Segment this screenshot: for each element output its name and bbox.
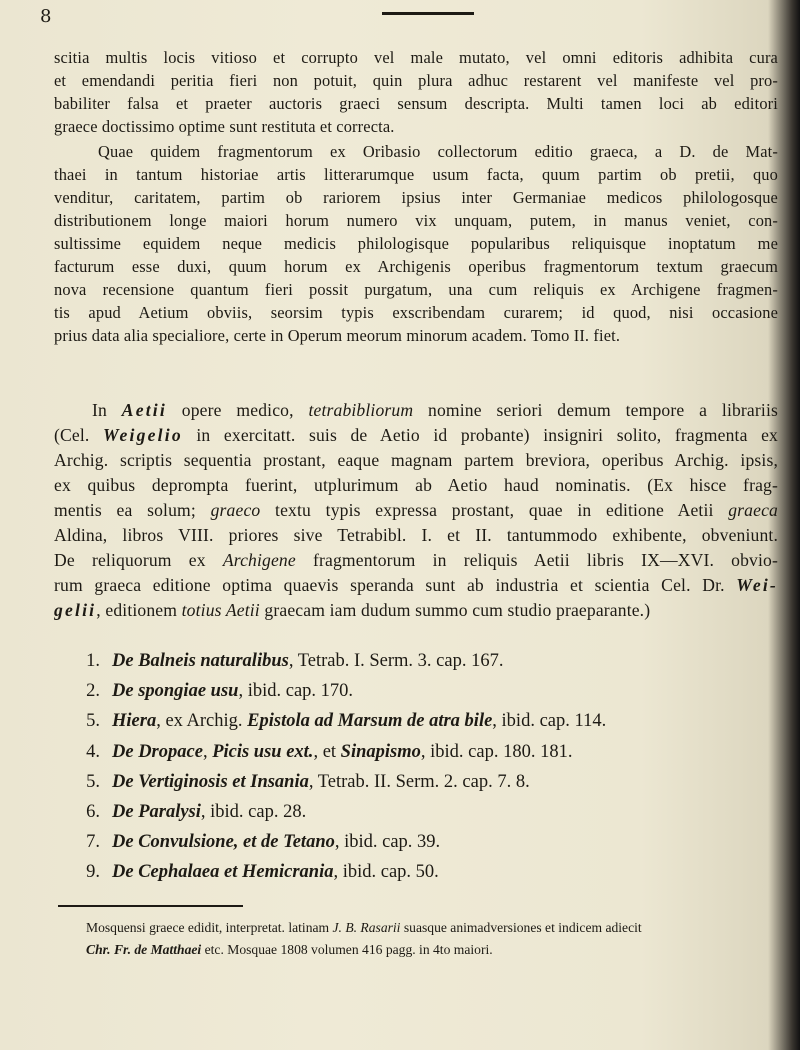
quae-paragraph xyxy=(54,140,778,347)
list-item xyxy=(62,737,762,767)
text-line: venditur, caritatem, partim ob rariorem ipsius inter Germaniae medicos philologosque xyxy=(54,188,778,207)
author-name: Aetii xyxy=(121,400,167,420)
text-line xyxy=(54,573,778,598)
fragment-reference: , ibid. cap. 114. xyxy=(492,711,607,732)
footnote-line xyxy=(86,939,786,961)
intro-paragraph xyxy=(54,46,778,138)
footnote-rule xyxy=(58,905,243,907)
text-run: textu typis expressa prostant, quae in editione Aetii xyxy=(260,500,729,520)
list-item xyxy=(62,827,762,857)
italic-term: Archigene xyxy=(222,550,296,570)
list-number: 1. xyxy=(86,651,100,671)
italic-term: graeco xyxy=(210,500,261,520)
fragment-reference: , Tetrab. II. Serm. 2. cap. 7. 8. xyxy=(308,771,530,792)
text-run: De reliquorum ex xyxy=(54,550,223,570)
list-number: 5. xyxy=(86,711,100,732)
text-line: nova recensione quantum fieri possit purgatum, una cum reliquis ex Archigene fragmen- xyxy=(54,280,778,299)
fragment-reference: , ibid. cap. 180. 181. xyxy=(420,741,573,762)
aetii-paragraph xyxy=(54,398,778,623)
fragment-reference: , xyxy=(202,741,213,762)
fragment-reference: , Tetrab. I. Serm. 3. cap. 167. xyxy=(288,651,504,671)
list-number: 7. xyxy=(86,832,100,853)
author-name: Weigelio xyxy=(103,425,183,445)
text-run: opere medico, xyxy=(166,400,309,420)
list-item xyxy=(62,857,762,887)
fragment-title: De Paralysi xyxy=(112,802,201,823)
text-run: graecam iam dudum summo cum studio praeparante.) xyxy=(259,600,651,620)
text-line: distributionem longe maiori horum numero vix unquam, putem, in manus veniet, con- xyxy=(54,211,778,230)
list-item xyxy=(62,646,762,676)
text-run: fragmentorum in reliquis Aetii libris IX—XVI. obvio- xyxy=(295,550,778,570)
page-number: 8 xyxy=(40,6,52,27)
top-ornament-rule xyxy=(382,12,474,15)
fragment-reference: , ibid. cap. 50. xyxy=(333,862,439,883)
text-run: Mosquensi graece edidit, interpretat. latinam xyxy=(86,920,333,935)
fragment-reference: , ibid. cap. 170. xyxy=(238,681,354,702)
text-line: Archig. scriptis sequentia prostant, eaque magnam partem breviora, operibus Archig. ipsis, xyxy=(54,450,778,470)
text-line: graece doctissimo optime sunt restituta et correcta. xyxy=(54,117,395,136)
text-run: etc. Mosquae 1808 volumen 416 pagg. in 4to maiori. xyxy=(201,942,493,957)
fragment-title: De Cephalaea et Hemicrania xyxy=(112,862,334,883)
fragment-title: Epistola ad Marsum de atra bile xyxy=(247,711,493,732)
text-line: thaei in tantum historiae artis litterarumque usum facta, quum partim ob pretii, quo xyxy=(54,165,778,184)
text-line xyxy=(54,423,778,448)
text-line: scitia multis locis vitioso et corrupto vel male mutato, vel omni editoris adhibita cura xyxy=(54,48,778,67)
fragment-reference: , ibid. cap. 28. xyxy=(200,802,307,823)
footnote-line xyxy=(86,917,786,939)
list-number: 5. xyxy=(86,771,100,792)
text-line xyxy=(54,548,778,573)
author-name: Chr. Fr. de Matthaei xyxy=(86,942,202,957)
fragment-title: Hiera xyxy=(112,711,157,732)
fragment-reference: , ibid. cap. 39. xyxy=(334,832,441,853)
list-number: 6. xyxy=(86,802,100,823)
text-line xyxy=(54,498,778,523)
text-line xyxy=(54,598,778,623)
text-line: sultissime equidem neque medicis philologisque popularibus reliquisque inoptatum me xyxy=(54,234,778,253)
fragment-reference: , et xyxy=(313,741,341,762)
text-run: (Cel. xyxy=(54,425,103,445)
fragment-list xyxy=(62,646,762,888)
text-line: Quae quidem fragmentorum ex Oribasio collectorum editio graeca, a D. de Mat- xyxy=(98,142,778,161)
text-run: rum graeca editione optima quaevis speranda sunt ab industria et scientia Cel. Dr. xyxy=(54,575,737,595)
list-item xyxy=(62,706,762,736)
text-line: et emendandi peritia fieri non potuit, quin plura adhuc restarent vel manifeste vel pro- xyxy=(54,71,778,90)
text-line: facturum esse duxi, quum horum ex Archigenis operibus fragmentorum textum graecum xyxy=(54,257,778,276)
author-name: gelii xyxy=(54,600,97,620)
list-item xyxy=(62,767,762,797)
text-line xyxy=(54,398,778,423)
text-run: , editionem xyxy=(96,600,182,620)
list-number: 2. xyxy=(86,681,100,702)
italic-term: graeca xyxy=(728,500,778,520)
fragment-reference: , ex Archig. xyxy=(156,711,248,732)
text-run: suasque animadversiones et indicem adiecit xyxy=(400,920,642,935)
list-item xyxy=(62,797,762,827)
text-run: In xyxy=(92,400,122,420)
text-line: Aldina, libros VIII. priores sive Tetrabibl. I. et II. tantummodo exhibente, obveniunt. xyxy=(54,525,778,545)
list-item xyxy=(62,676,762,706)
fragment-title: De Vertiginosis et Insania xyxy=(112,771,309,792)
text-line: babiliter falsa et praeter auctoris graeci sensum descripta. Multi tamen loci ab editori xyxy=(54,94,778,113)
author-name: Wei- xyxy=(736,575,778,595)
text-run: nomine seriori demum tempore a librariis xyxy=(413,400,778,420)
author-name: J. B. Rasarii xyxy=(332,920,401,935)
fragment-title: De Dropace xyxy=(112,741,203,762)
fragment-title: De spongiae usu xyxy=(112,681,239,702)
text-line: prius data alia specialiore, certe in Operum meorum minorum academ. Tomo II. fiet. xyxy=(54,326,621,345)
list-number: 9. xyxy=(86,862,100,883)
list-number: 4. xyxy=(86,741,100,762)
footnote xyxy=(86,917,786,961)
italic-term: totius Aetii xyxy=(181,600,260,620)
text-line: tis apud Aetium obviis, seorsim typis exscribendam curarem; id quod, nisi occasione xyxy=(54,303,778,322)
fragment-title: Picis usu ext. xyxy=(212,741,314,762)
fragment-title: De Convulsione, et de Tetano xyxy=(112,832,335,853)
text-run: mentis ea solum; xyxy=(54,500,211,520)
text-run: in exercitatt. suis de Aetio id probante) insigniri solito, fragmenta ex xyxy=(182,425,778,445)
fragment-title: Sinapismo xyxy=(340,741,421,762)
text-line: ex quibus deprompta fuerint, utplurimum ab Aetio haud nominatis. (Ex hisce frag- xyxy=(54,475,778,495)
italic-term: tetrabibliorum xyxy=(308,400,414,420)
fragment-title: De Balneis naturalibus xyxy=(112,651,289,671)
